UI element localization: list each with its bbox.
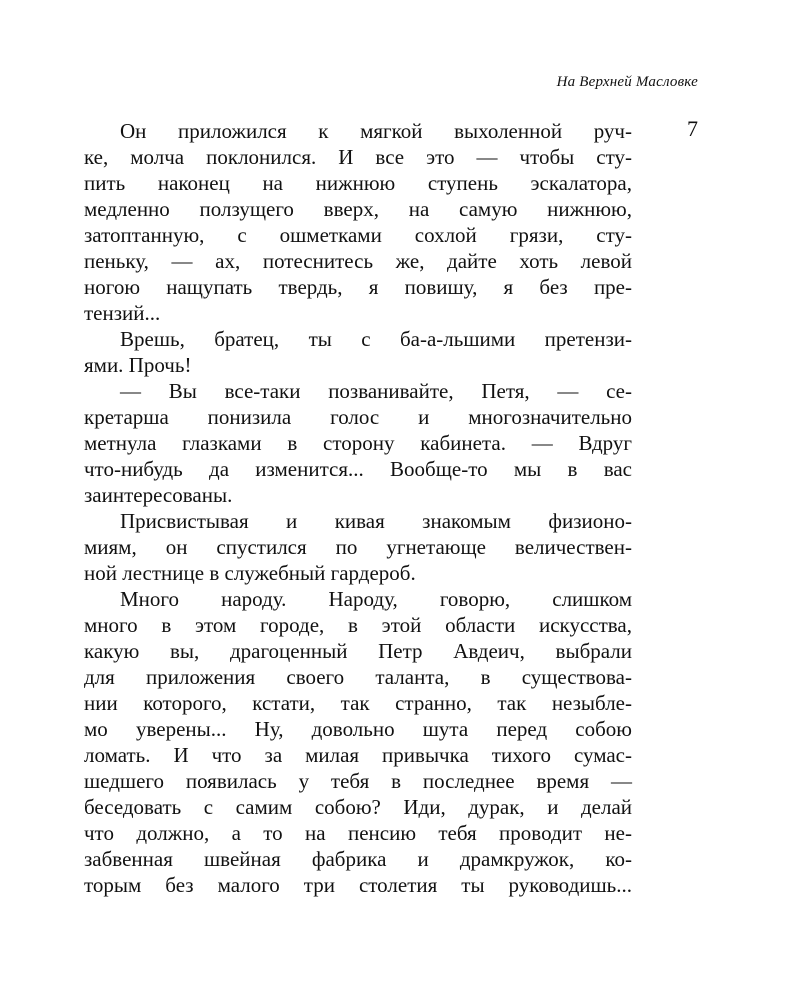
text-line: Врешь, братец, ты с ба-а-льшими претензи- [120, 327, 632, 351]
text-line: тензий... [84, 301, 161, 325]
text-line: заинтересованы. [84, 483, 233, 507]
text-line: ной лестнице в служебный гардероб. [84, 561, 416, 585]
text-line: метнула глазками в сторону кабинета. — Вдруг [84, 431, 632, 455]
text-line: ями. Прочь! [84, 353, 192, 377]
text-line: ломать. И что за милая привычка тихого сумас- [84, 743, 632, 767]
text-line: — Вы все-таки позванивайте, Петя, — се- [120, 379, 632, 403]
text-line: Присвистывая и кивая знакомым физионо- [120, 509, 632, 533]
text-line: шедшего появилась у тебя в последнее время — [84, 769, 632, 793]
body-text [84, 118, 632, 898]
text-line: кретарша понизила голос и многозначительно [84, 405, 632, 429]
text-line: что должно, а то на пенсию тебя проводит не- [84, 821, 632, 845]
text-line: беседовать с самим собою? Иди, дурак, и делай [84, 795, 632, 819]
text-line: ке, молча поклонился. И все это — чтобы сту- [84, 145, 632, 169]
text-line: торым без малого три столетия ты руководишь... [84, 873, 632, 897]
text-line: пить наконец на нижнюю ступень эскалатора, [84, 171, 632, 195]
text-line: мо уверены... Ну, довольно шута перед собою [84, 717, 632, 741]
text-line: Он приложился к мягкой выхоленной руч- [120, 119, 632, 143]
text-line: пеньку, — ах, потеснитесь же, дайте хоть левой [84, 249, 632, 273]
text-line: нии которого, кстати, так странно, так незыбле- [84, 691, 632, 715]
running-header: На Верхней Масловке [556, 74, 698, 90]
text-line: забвенная швейная фабрика и драмкружок, ко- [84, 847, 632, 871]
text-line: много в этом городе, в этой области искусства, [84, 613, 632, 637]
text-line: миям, он спустился по угнетающе величествен- [84, 535, 632, 559]
text-line: затоптанную, с ошметками сохлой грязи, сту- [84, 223, 632, 247]
text-line: какую вы, драгоценный Петр Авдеич, выбрали [84, 639, 632, 663]
text-line: для приложения своего таланта, в существова- [84, 665, 632, 689]
text-line: ногою нащупать твердь, я повишу, я без пре- [84, 275, 632, 299]
text-line: медленно ползущего вверх, на самую нижнюю, [84, 197, 632, 221]
text-line: что-нибудь да изменится... Вообще-то мы в вас [84, 457, 632, 481]
page-number: 7 [687, 116, 698, 141]
text-line: Много народу. Народу, говорю, слишком [120, 587, 632, 611]
